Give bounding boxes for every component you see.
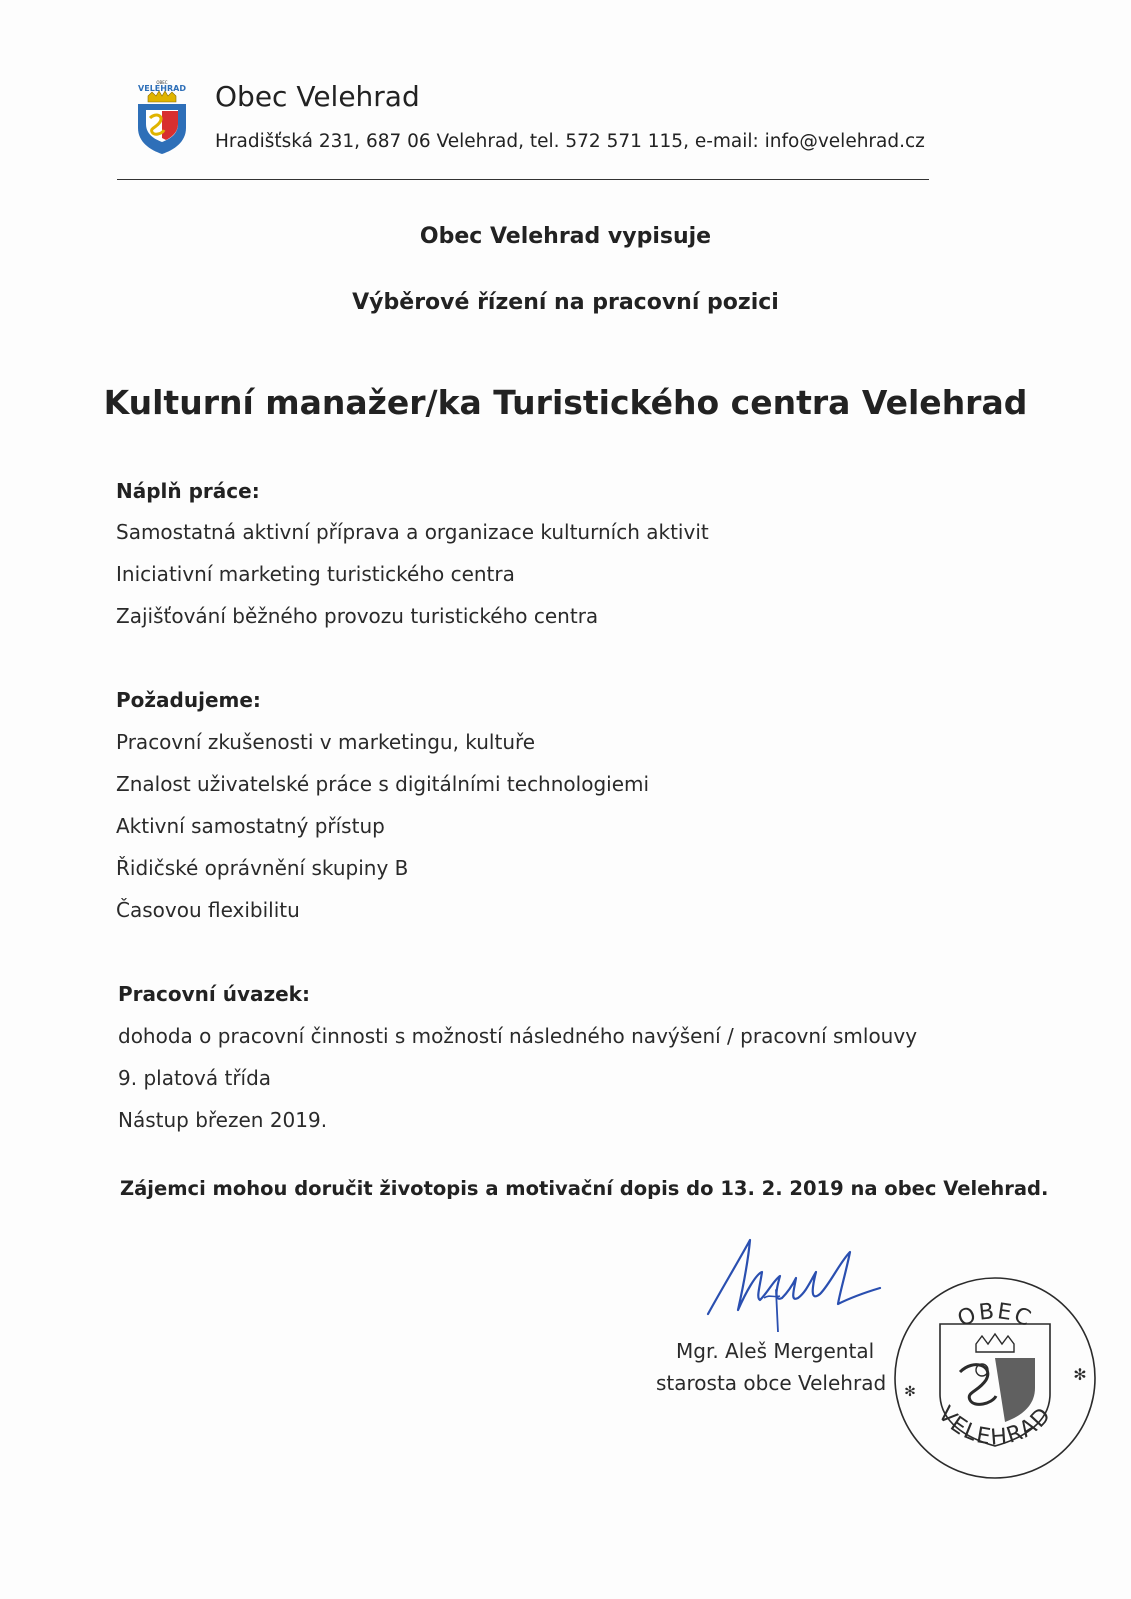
stamp-top-text: OBEC — [954, 1299, 1036, 1333]
signatory-role: starosta obce Velehrad — [656, 1371, 887, 1395]
official-stamp — [890, 1268, 1100, 1488]
header-divider — [117, 179, 929, 180]
workload-item: dohoda o pracovní činnosti s možností následného navýšení / pracovní smlouvy — [118, 1024, 918, 1048]
job-title: Kulturní manažer/ka Turistického centra Velehrad — [103, 383, 1028, 422]
selection-heading: Výběrové řízení na pracovní pozici — [352, 290, 779, 315]
duty-item: Zajišťování běžného provozu turistického centra — [116, 604, 599, 628]
workload-item: 9. platová třída — [118, 1066, 272, 1090]
duty-item: Samostatná aktivní příprava a organizace kulturních aktivit — [116, 520, 709, 544]
svg-text:✻: ✻ — [904, 1384, 916, 1400]
workload-item: Nástup březen 2019. — [118, 1108, 328, 1132]
org-name: Obec Velehrad — [215, 80, 420, 113]
signatory-name: Mgr. Aleš Mergental — [676, 1339, 875, 1363]
municipal-crest-icon — [134, 78, 190, 156]
announcement-line: Obec Velehrad vypisuje — [419, 224, 712, 249]
requirement-item: Pracovní zkušenosti v marketingu, kultuře — [116, 730, 536, 754]
duties-heading: Náplň práce: — [116, 479, 260, 503]
requirement-item: Časovou flexibilitu — [116, 898, 300, 922]
svg-text:OBEC — [954, 1299, 1035, 1332]
workload-heading: Pracovní úvazek: — [118, 982, 310, 1006]
requirement-item: Znalost uživatelské práce s digitálními technologiemi — [116, 772, 650, 796]
stamp-bottom-text: VELEHRAD — [932, 1401, 1058, 1451]
requirements-heading: Požadujeme: — [116, 688, 261, 712]
requirement-item: Řidičské oprávnění skupiny B — [116, 856, 409, 880]
closing-statement: Zájemci mohou doručit životopis a motivační dopis do 13. 2. 2019 na obec Velehrad. — [120, 1177, 1049, 1200]
duty-item: Iniciativní marketing turistického centra — [116, 562, 515, 586]
crest-label: VELEHRAD — [138, 84, 186, 93]
requirement-item: Aktivní samostatný přístup — [116, 814, 385, 838]
svg-text:✻: ✻ — [1073, 1365, 1087, 1384]
svg-text:VELEHRAD — [933, 1402, 1057, 1451]
org-contact-line: Hradišťská 231, 687 06 Velehrad, tel. 572 571 115, e-mail: info@velehrad.cz — [215, 131, 925, 152]
svg-text:OBEC: OBEC — [156, 80, 168, 85]
handwritten-signature — [690, 1232, 890, 1332]
